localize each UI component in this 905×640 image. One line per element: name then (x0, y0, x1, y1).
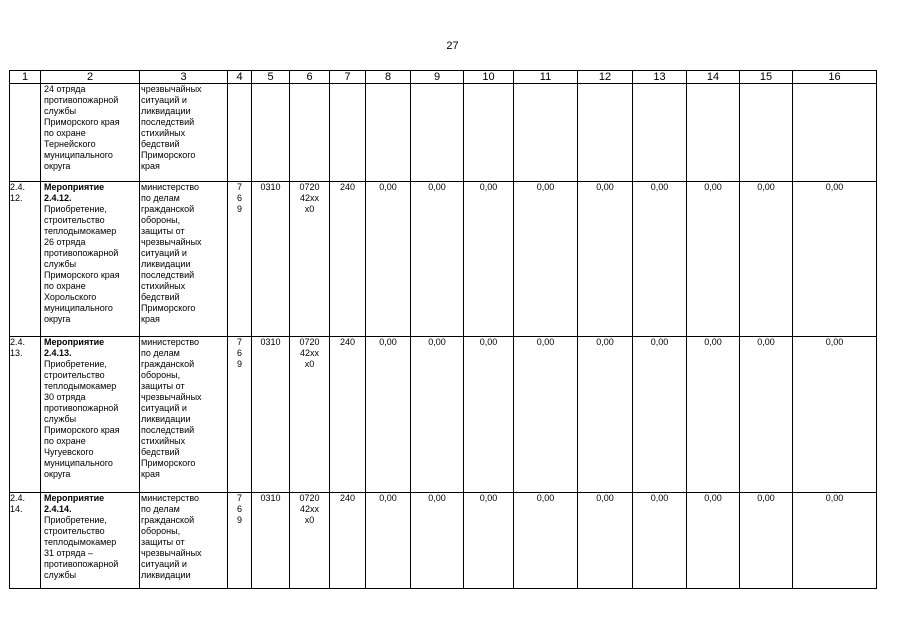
header-row (10, 71, 877, 84)
cell-text-line: противопожарной (44, 95, 119, 105)
cell-text-line: 0,00 (479, 493, 498, 503)
cell-text-line: 0,00 (536, 337, 555, 347)
cell-text-line: Чугуевского (44, 447, 94, 457)
cell-text-line: по охране (44, 128, 86, 138)
cell-text-line: округа (44, 161, 71, 171)
cell-text-line: 2.4.12. (44, 193, 72, 203)
col-header-9: 9 (411, 71, 464, 84)
cell-value (793, 337, 877, 493)
cell-vr (330, 182, 366, 337)
cell-text-line: муниципального (44, 150, 113, 160)
cell-text-line: стихийных (141, 436, 186, 446)
cell-text-line: 2.4.13. (44, 348, 72, 358)
cell-grbs (228, 84, 252, 182)
cell-text-line: службы (44, 106, 77, 116)
cell-text-line: 240 (339, 337, 356, 347)
cell-text-line: 0,00 (757, 493, 775, 503)
cell-text-line: 9 (236, 359, 242, 369)
cell-text-line: 0720 (299, 337, 320, 347)
cell-organization (140, 84, 228, 182)
col-header-8: 8 (366, 71, 411, 84)
cell-text-line: последствий (141, 425, 195, 435)
cell-text-line: 0720 (299, 493, 320, 503)
cell-value (514, 337, 578, 493)
cell-text-line: 2.4.14. (44, 504, 72, 514)
cell-description (41, 493, 140, 589)
cell-text-line: 0,00 (379, 493, 397, 503)
cell-text-line: службы (44, 414, 77, 424)
cell-text-line: обороны, (141, 370, 181, 380)
cell-text-line: 9 (236, 204, 242, 214)
cell-vr (330, 493, 366, 589)
cell-text-line: теплодымокамер (44, 381, 117, 391)
cell-text-line: Приморского края (44, 117, 120, 127)
cell-text-line: 0310 (260, 337, 281, 347)
cell-text-line: 0,00 (704, 182, 722, 192)
cell-value (366, 493, 411, 589)
cell-value (514, 84, 578, 182)
cell-text-line: 42xx (299, 504, 319, 514)
col-header-3: 3 (140, 71, 228, 84)
cell-value (411, 493, 464, 589)
cell-text-line: Приморского (141, 458, 196, 468)
cell-value (464, 337, 514, 493)
cell-text-line: по охране (44, 281, 86, 291)
cell-value (633, 182, 687, 337)
col-header-7: 7 (330, 71, 366, 84)
cell-value (411, 182, 464, 337)
cell-text-line: 14. (10, 504, 23, 514)
cell-text-line: обороны, (141, 215, 181, 225)
cell-text-line: по охране (44, 436, 86, 446)
cell-value (793, 84, 877, 182)
cell-text-line: 0720 (299, 182, 320, 192)
col-header-6: 6 (290, 71, 330, 84)
cell-text-line: строительство (44, 370, 105, 380)
cell-text-line: министерство (141, 182, 200, 192)
cell-value (578, 493, 633, 589)
cell-grbs (228, 493, 252, 589)
cell-value (366, 84, 411, 182)
cell-text-line: Приморского (141, 303, 196, 313)
cell-text-line: ситуаций и (141, 248, 187, 258)
cell-value (633, 337, 687, 493)
cell-text-line: строительство (44, 215, 105, 225)
cell-text-line: 0,00 (428, 337, 446, 347)
cell-value (464, 84, 514, 182)
cell-text-line: по делам (141, 504, 180, 514)
cell-text-line: 6 (236, 504, 242, 514)
cell-value (687, 84, 740, 182)
cell-text-line: 0310 (260, 182, 281, 192)
cell-text-line: 0,00 (704, 337, 722, 347)
col-header-1: 1 (10, 71, 41, 84)
cell-text-line: Мероприятие (44, 337, 105, 347)
cell-text-line: обороны, (141, 526, 181, 536)
cell-text-line: 0,00 (428, 182, 446, 192)
cell-value (793, 493, 877, 589)
cell-text-line: муниципального (44, 458, 113, 468)
cell-value (464, 182, 514, 337)
cell-text-line: округа (44, 314, 71, 324)
page-number: 27 (446, 40, 459, 52)
cell-text-line: ликвидации (141, 414, 191, 424)
budget-table (9, 70, 877, 589)
cell-rzpr (252, 182, 290, 337)
cell-text-line: чрезвычайных (141, 548, 202, 558)
cell-text-line: Приобретение, (44, 515, 107, 525)
cell-value (740, 337, 793, 493)
col-header-5: 5 (252, 71, 290, 84)
cell-text-line: 9 (236, 515, 242, 525)
cell-value (687, 182, 740, 337)
cell-text-line: 0,00 (479, 182, 498, 192)
cell-item-number (10, 84, 41, 182)
cell-value (411, 337, 464, 493)
cell-value (687, 337, 740, 493)
cell-text-line: x0 (304, 359, 315, 369)
cell-text-line: 42xx (299, 348, 319, 358)
cell-text-line: чрезвычайных (141, 237, 202, 247)
cell-text-line: 30 отряда (44, 392, 86, 402)
cell-text-line: ситуаций и (141, 95, 187, 105)
cell-text-line: противопожарной (44, 559, 119, 569)
cell-description (41, 182, 140, 337)
cell-text-line: Тернейского (44, 139, 96, 149)
cell-text-line: Приморского края (44, 270, 120, 280)
cell-text-line: 0,00 (596, 182, 614, 192)
cell-text-line: 0,00 (379, 337, 397, 347)
cell-text-line: Мероприятие (44, 182, 105, 192)
cell-text-line: 6 (236, 193, 242, 203)
cell-text-line: Приморского (141, 150, 196, 160)
cell-text-line: службы (44, 259, 77, 269)
cell-text-line: муниципального (44, 303, 113, 313)
cell-text-line: последствий (141, 270, 195, 280)
cell-value (514, 182, 578, 337)
cell-text-line: 0,00 (825, 182, 844, 192)
cell-text-line: 7 (236, 337, 242, 347)
cell-text-line: 0,00 (650, 337, 669, 347)
cell-text-line: 24 отряда (44, 84, 86, 94)
cell-description (41, 337, 140, 493)
cell-text-line: 240 (339, 493, 356, 503)
cell-vr (330, 84, 366, 182)
cell-text-line: стихийных (141, 281, 186, 291)
cell-text-line: ликвидации (141, 106, 191, 116)
cell-text-line: чрезвычайных (141, 84, 202, 94)
cell-item-number (10, 337, 41, 493)
cell-value (578, 84, 633, 182)
table-row (10, 337, 877, 493)
cell-text-line: края (141, 314, 160, 324)
cell-item-number (10, 182, 41, 337)
cell-text-line: ликвидации (141, 259, 191, 269)
cell-value (578, 182, 633, 337)
cell-value (366, 337, 411, 493)
cell-rzpr (252, 84, 290, 182)
col-header-13: 13 (633, 71, 687, 84)
cell-text-line: 0,00 (596, 337, 614, 347)
cell-text-line: стихийных (141, 128, 186, 138)
cell-value (514, 493, 578, 589)
cell-text-line: края (141, 161, 160, 171)
cell-text-line: теплодымокамер (44, 537, 117, 547)
cell-text-line: защиты от (141, 381, 185, 391)
cell-text-line: 0,00 (650, 493, 669, 503)
table-row (10, 493, 877, 589)
cell-value (366, 182, 411, 337)
cell-organization (140, 337, 228, 493)
cell-text-line: Хорольского (44, 292, 97, 302)
cell-text-line: 0,00 (428, 493, 446, 503)
cell-text-line: ситуаций и (141, 403, 187, 413)
cell-text-line: края (141, 469, 160, 479)
cell-text-line: x0 (304, 515, 315, 525)
cell-text-line: 13. (10, 348, 23, 358)
cell-text-line: 2.4. (10, 337, 26, 347)
cell-text-line: гражданской (141, 204, 195, 214)
cell-text-line: 6 (236, 348, 242, 358)
cell-value (740, 182, 793, 337)
cell-value (578, 337, 633, 493)
cell-text-line: x0 (304, 204, 315, 214)
col-header-16: 16 (793, 71, 877, 84)
cell-value (633, 493, 687, 589)
cell-text-line: противопожарной (44, 248, 119, 258)
cell-text-line: 0,00 (757, 182, 775, 192)
col-header-4: 4 (228, 71, 252, 84)
col-header-11: 11 (514, 71, 578, 84)
cell-text-line: 0,00 (650, 182, 669, 192)
cell-text-line: министерство (141, 493, 200, 503)
cell-text-line: защиты от (141, 537, 185, 547)
cell-text-line: Мероприятие (44, 493, 105, 503)
col-header-12: 12 (578, 71, 633, 84)
cell-text-line: 0,00 (536, 182, 555, 192)
cell-vr (330, 337, 366, 493)
cell-rzpr (252, 493, 290, 589)
cell-text-line: 0,00 (596, 493, 614, 503)
cell-text-line: 7 (236, 182, 242, 192)
cell-text-line: 26 отряда (44, 237, 86, 247)
cell-text-line: округа (44, 469, 71, 479)
table-row (10, 84, 877, 182)
cell-text-line: по делам (141, 348, 180, 358)
cell-text-line: 42xx (299, 193, 319, 203)
cell-text-line: 0,00 (825, 493, 844, 503)
cell-text-line: гражданской (141, 515, 195, 525)
cell-text-line: 0,00 (704, 493, 722, 503)
cell-text-line: 0310 (260, 493, 281, 503)
cell-text-line: по делам (141, 193, 180, 203)
cell-grbs (228, 337, 252, 493)
cell-text-line: противопожарной (44, 403, 119, 413)
cell-text-line: 0,00 (479, 337, 498, 347)
cell-text-line: Приобретение, (44, 204, 107, 214)
cell-csr (290, 182, 330, 337)
cell-text-line: Приобретение, (44, 359, 107, 369)
cell-text-line: бедствий (141, 292, 180, 302)
cell-value (633, 84, 687, 182)
cell-text-line: 0,00 (757, 337, 775, 347)
cell-text-line: защиты от (141, 226, 185, 236)
cell-value (793, 182, 877, 337)
cell-text-line: строительство (44, 526, 105, 536)
cell-text-line: 12. (10, 193, 23, 203)
cell-csr (290, 84, 330, 182)
cell-text-line: ликвидации (141, 570, 191, 580)
cell-organization (140, 182, 228, 337)
table-row (10, 182, 877, 337)
cell-value (740, 84, 793, 182)
cell-text-line: бедствий (141, 447, 180, 457)
cell-grbs (228, 182, 252, 337)
cell-value (464, 493, 514, 589)
cell-text-line: теплодымокамер (44, 226, 117, 236)
cell-text-line: ситуаций и (141, 559, 187, 569)
cell-rzpr (252, 337, 290, 493)
cell-csr (290, 493, 330, 589)
cell-text-line: 240 (339, 182, 356, 192)
cell-value (411, 84, 464, 182)
cell-value (740, 493, 793, 589)
col-header-10: 10 (464, 71, 514, 84)
cell-text-line: министерство (141, 337, 200, 347)
cell-text-line: службы (44, 570, 77, 580)
cell-text-line: 0,00 (379, 182, 397, 192)
col-header-2: 2 (41, 71, 140, 84)
cell-text-line: чрезвычайных (141, 392, 202, 402)
cell-text-line: 7 (236, 493, 242, 503)
col-header-14: 14 (687, 71, 740, 84)
cell-csr (290, 337, 330, 493)
cell-item-number (10, 493, 41, 589)
cell-organization (140, 493, 228, 589)
cell-text-line: 2.4. (10, 182, 26, 192)
cell-text-line: 0,00 (536, 493, 555, 503)
cell-text-line: гражданской (141, 359, 195, 369)
cell-text-line: Приморского края (44, 425, 120, 435)
cell-text-line: 31 отряда – (44, 548, 93, 558)
cell-value (687, 493, 740, 589)
cell-text-line: бедствий (141, 139, 180, 149)
cell-text-line: последствий (141, 117, 195, 127)
cell-text-line: 2.4. (10, 493, 26, 503)
cell-text-line: 0,00 (825, 337, 844, 347)
cell-description (41, 84, 140, 182)
col-header-15: 15 (740, 71, 793, 84)
